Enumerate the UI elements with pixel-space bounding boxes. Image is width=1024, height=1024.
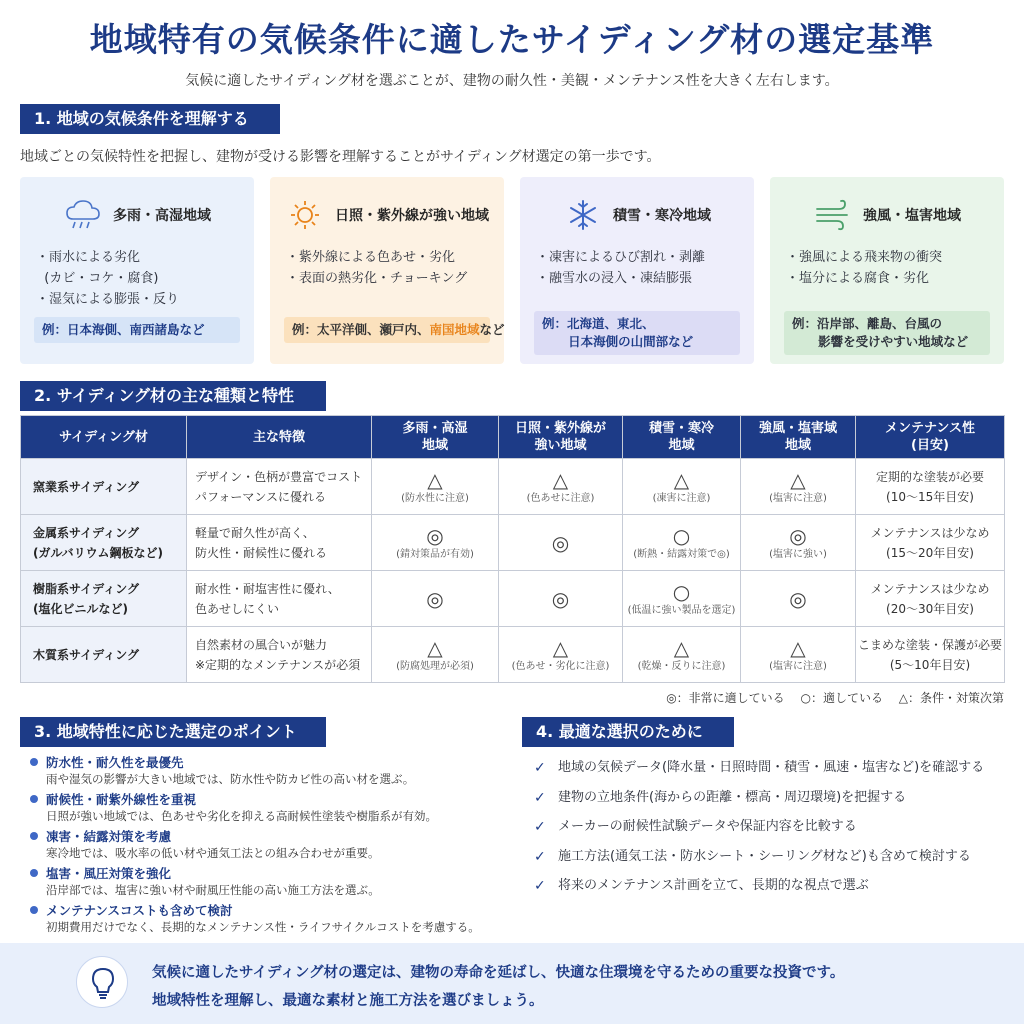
rating-symbol: ○ bbox=[672, 523, 691, 548]
check-icon: ✓ bbox=[534, 819, 546, 835]
bullet-dot-icon bbox=[30, 906, 38, 914]
rating-cell bbox=[623, 571, 741, 627]
table-row bbox=[21, 515, 1005, 571]
rating-note: (防水性に注意) bbox=[401, 492, 469, 504]
card-example bbox=[284, 317, 505, 343]
check-icon: ✓ bbox=[534, 878, 546, 894]
rating-symbol: ◎ bbox=[789, 586, 807, 611]
rating-symbol: △ bbox=[427, 467, 443, 492]
climate-card-snowy bbox=[520, 177, 754, 364]
column-header: 強風・塩害域 地域 bbox=[741, 416, 856, 459]
rating-note: (断熱・結露対策で◎) bbox=[633, 548, 730, 560]
rating-cell bbox=[499, 627, 623, 683]
page-subtitle: 気候に適したサイディング材を選ぶことが、建物の耐久性・美観・メンテナンス性を大きく左右します。 bbox=[185, 73, 839, 89]
footer-message bbox=[152, 959, 844, 1015]
point-heading: メンテナンスコストも含めて検討 bbox=[46, 903, 233, 918]
card-example: 例：北海道、東北、 日本海側の山間部など bbox=[534, 311, 740, 355]
rating-cell bbox=[372, 515, 499, 571]
list-item bbox=[30, 828, 480, 865]
rating-note: (色あせに注意) bbox=[526, 492, 595, 504]
rating-symbol: ◎ bbox=[551, 530, 570, 555]
material-cell: 木質系サイディング bbox=[21, 627, 187, 683]
bullet-dot-icon bbox=[30, 758, 38, 766]
siding-table bbox=[20, 415, 1005, 683]
rating-cell bbox=[499, 571, 623, 627]
table-row bbox=[21, 571, 1005, 627]
material-cell: 樹脂系サイディング (塩化ビニルなど) bbox=[21, 571, 187, 627]
card-list bbox=[36, 247, 179, 310]
list-item: ・雨水による劣化 bbox=[36, 250, 141, 265]
column-header: 積雪・寒冷 地域 bbox=[623, 416, 741, 459]
maintenance-cell: メンテナンスは少なめ (15〜20年目安) bbox=[856, 515, 1005, 571]
rating-symbol: △ bbox=[790, 467, 806, 492]
climate-card-windy bbox=[770, 177, 1004, 364]
card-title: 強風・塩害地域 bbox=[863, 208, 961, 224]
rating-note: (防腐処理が必須) bbox=[396, 660, 474, 672]
rating-cell bbox=[623, 515, 741, 571]
point-heading: 凍害・結露対策を考慮 bbox=[46, 829, 172, 844]
feature-cell: 軽量で耐久性が高く、 防火性・耐候性に優れる bbox=[187, 515, 372, 571]
rating-cell bbox=[499, 459, 623, 515]
check-icon: ✓ bbox=[534, 760, 546, 776]
sun-icon bbox=[285, 199, 325, 231]
rating-note: (低温に強い製品を選定) bbox=[627, 604, 736, 616]
list-item bbox=[534, 847, 984, 877]
section1-heading: 1. 地域の気候条件を理解する bbox=[20, 104, 280, 134]
list-item: ・強風による飛来物の衝突 bbox=[786, 250, 943, 265]
rating-cell bbox=[372, 571, 499, 627]
rating-symbol: △ bbox=[790, 635, 806, 660]
card-example: 例：日本海側、南西諸島など bbox=[34, 317, 240, 343]
maintenance-cell: こまめな塗装・保護が必要 (5〜10年目安) bbox=[856, 627, 1005, 683]
bullet-dot-icon bbox=[30, 869, 38, 877]
rating-note: (色あせ・劣化に注意) bbox=[511, 660, 610, 672]
list-item bbox=[30, 902, 480, 939]
check-icon: ✓ bbox=[534, 789, 546, 806]
point-detail: 日照が強い地域では、色あせや劣化を抑える高耐候性塗装や樹脂系が有効。 bbox=[46, 809, 437, 823]
rating-symbol: ◎ bbox=[426, 523, 444, 548]
rating-cell bbox=[741, 459, 856, 515]
section1-intro: 地域ごとの気候特性を把握し、建物が受ける影響を理解することがサイディング材選定の第一歩です。 bbox=[20, 149, 661, 165]
card-list bbox=[786, 247, 942, 289]
list-item bbox=[30, 754, 480, 791]
rating-symbol: △ bbox=[673, 467, 690, 492]
list-item: ・湿気による膨張・反り bbox=[36, 292, 180, 307]
point-detail: 雨や湿気の影響が大きい地域では、防水性や防カビ性の高い材を選ぶ。 bbox=[46, 772, 415, 786]
list-item: (カビ・コケ・腐食) bbox=[36, 271, 159, 286]
card-list bbox=[536, 247, 705, 289]
rating-symbol: ◎ bbox=[426, 586, 444, 611]
card-title: 日照・紫外線が強い地域 bbox=[335, 208, 489, 224]
rating-cell bbox=[372, 627, 499, 683]
check-icon: ✓ bbox=[534, 848, 546, 865]
bullet-dot-icon bbox=[30, 795, 38, 803]
list-item bbox=[30, 865, 480, 902]
rating-symbol: ◎ bbox=[551, 586, 570, 611]
table-row bbox=[21, 627, 1005, 683]
feature-cell: デザイン・色柄が豊富でコスト パフォーマンスに優れる bbox=[187, 459, 372, 515]
example-prefix: 例：太平洋側、瀬戸内、 bbox=[292, 322, 430, 337]
footer-banner bbox=[0, 943, 1024, 1024]
column-header: サイディング材 bbox=[21, 416, 187, 459]
rating-legend: ◎：非常に適している ○：適している △：条件・対策次第 bbox=[666, 691, 1004, 705]
feature-cell: 耐水性・耐塩害性に優れ、 色あせしにくい bbox=[187, 571, 372, 627]
column-header: メンテナンス性 (目安) bbox=[856, 416, 1005, 459]
check-text: 施工方法(通気工法・防水シート・シーリング材など)も含めて検討する bbox=[558, 848, 971, 864]
climate-card-rainy bbox=[20, 177, 254, 364]
material-cell: 窯業系サイディング bbox=[21, 459, 187, 515]
card-title: 積雪・寒冷地域 bbox=[613, 208, 711, 224]
column-header: 多雨・高湿 地域 bbox=[372, 416, 499, 459]
wind-icon bbox=[813, 199, 853, 231]
check-text: 地域の気候データ(降水量・日照時間・積雪・風速・塩害など)を確認する bbox=[558, 760, 985, 775]
list-item: ・融雪水の浸入・凍結膨張 bbox=[536, 271, 693, 286]
example-highlight: 南国地域 bbox=[429, 322, 480, 337]
rating-cell bbox=[741, 515, 856, 571]
rating-note: (塩害に強い) bbox=[769, 548, 827, 560]
card-example: 例：沿岸部、離島、台風の 影響を受けやすい地域など bbox=[784, 311, 990, 355]
point-detail: 寒冷地では、吸水率の低い材や通気工法との組み合わせが重要。 bbox=[46, 846, 380, 860]
point-detail: 沿岸部では、塩害に強い材や耐風圧性能の高い施工方法を選ぶ。 bbox=[46, 883, 380, 897]
rain-cloud-icon bbox=[63, 199, 103, 231]
point-heading: 防水性・耐久性を最優先 bbox=[46, 755, 184, 770]
table-header-row bbox=[21, 416, 1005, 459]
rating-cell bbox=[741, 627, 856, 683]
material-cell: 金属系サイディング (ガルバリウム鋼板など) bbox=[21, 515, 187, 571]
section2-heading: 2. サイディング材の主な種類と特性 bbox=[20, 381, 326, 411]
footer-line: 地域特性を理解し、最適な素材と施工方法を選びましょう。 bbox=[152, 993, 544, 1009]
column-header: 主な特徴 bbox=[187, 416, 372, 459]
example-suffix: など bbox=[479, 322, 505, 337]
feature-cell: 自然素材の風合いが魅力 ※定期的なメンテナンスが必須 bbox=[187, 627, 372, 683]
footer-line: 気候に適したサイディング材の選定は、建物の寿命を延ばし、快適な住環境を守るための重要な投資です。 bbox=[152, 965, 845, 981]
point-heading: 塩害・風圧対策を強化 bbox=[46, 866, 172, 881]
rating-cell bbox=[372, 459, 499, 515]
list-item: ・表面の熱劣化・チョーキング bbox=[286, 271, 468, 286]
checklist bbox=[534, 758, 984, 906]
page-title: 地域特有の気候条件に適したサイディング材の選定基準 bbox=[89, 20, 935, 59]
check-text: 将来のメンテナンス計画を立て、長期的な視点で選ぶ bbox=[558, 878, 869, 893]
snowflake-icon bbox=[563, 199, 603, 231]
section3-heading: 3. 地域特性に応じた選定のポイント bbox=[20, 717, 326, 747]
rating-cell bbox=[623, 627, 741, 683]
list-item: ・紫外線による色あせ・劣化 bbox=[286, 250, 456, 265]
point-heading: 耐候性・耐紫外線性を重視 bbox=[46, 792, 197, 807]
rating-cell bbox=[741, 571, 856, 627]
rating-cell bbox=[623, 459, 741, 515]
list-item bbox=[30, 791, 480, 828]
lightbulb-icon bbox=[76, 956, 128, 1008]
rating-note: (塩害に注意) bbox=[769, 660, 827, 672]
climate-card-sunny bbox=[270, 177, 504, 364]
list-item bbox=[534, 758, 984, 788]
maintenance-cell: メンテナンスは少なめ (20〜30年目安) bbox=[856, 571, 1005, 627]
check-text: 建物の立地条件(海からの距離・標高・周辺環境)を把握する bbox=[558, 789, 907, 805]
maintenance-cell: 定期的な塗装が必要 (10〜15年目安) bbox=[856, 459, 1005, 515]
list-item: ・凍害によるひび割れ・剥離 bbox=[536, 250, 706, 265]
bullet-dot-icon bbox=[30, 832, 38, 840]
rating-symbol: △ bbox=[427, 635, 443, 660]
rating-symbol: ○ bbox=[672, 579, 691, 604]
selection-points bbox=[30, 754, 480, 939]
list-item bbox=[534, 788, 984, 818]
rating-note: (塩害に注意) bbox=[769, 492, 827, 504]
table-row bbox=[21, 459, 1005, 515]
list-item bbox=[534, 817, 984, 847]
rating-note: (乾燥・反りに注意) bbox=[637, 660, 726, 672]
rating-symbol: ◎ bbox=[789, 523, 807, 548]
rating-symbol: △ bbox=[552, 635, 569, 660]
card-list bbox=[286, 247, 467, 289]
point-detail: 初期費用だけでなく、長期的なメンテナンス性・ライフサイクルコストを考慮する。 bbox=[46, 920, 480, 934]
check-text: メーカーの耐候性試験データや保証内容を比較する bbox=[558, 819, 857, 834]
section4-heading: 4. 最適な選択のために bbox=[522, 717, 734, 747]
card-title: 多雨・高湿地域 bbox=[113, 208, 211, 224]
list-item bbox=[534, 876, 984, 906]
rating-cell bbox=[499, 515, 623, 571]
rating-note: (錆対策品が有効) bbox=[396, 548, 474, 560]
rating-symbol: △ bbox=[673, 635, 690, 660]
list-item: ・塩分による腐食・劣化 bbox=[786, 271, 930, 286]
rating-symbol: △ bbox=[552, 467, 569, 492]
rating-note: (凍害に注意) bbox=[652, 492, 711, 504]
column-header: 日照・紫外線が 強い地域 bbox=[499, 416, 623, 459]
